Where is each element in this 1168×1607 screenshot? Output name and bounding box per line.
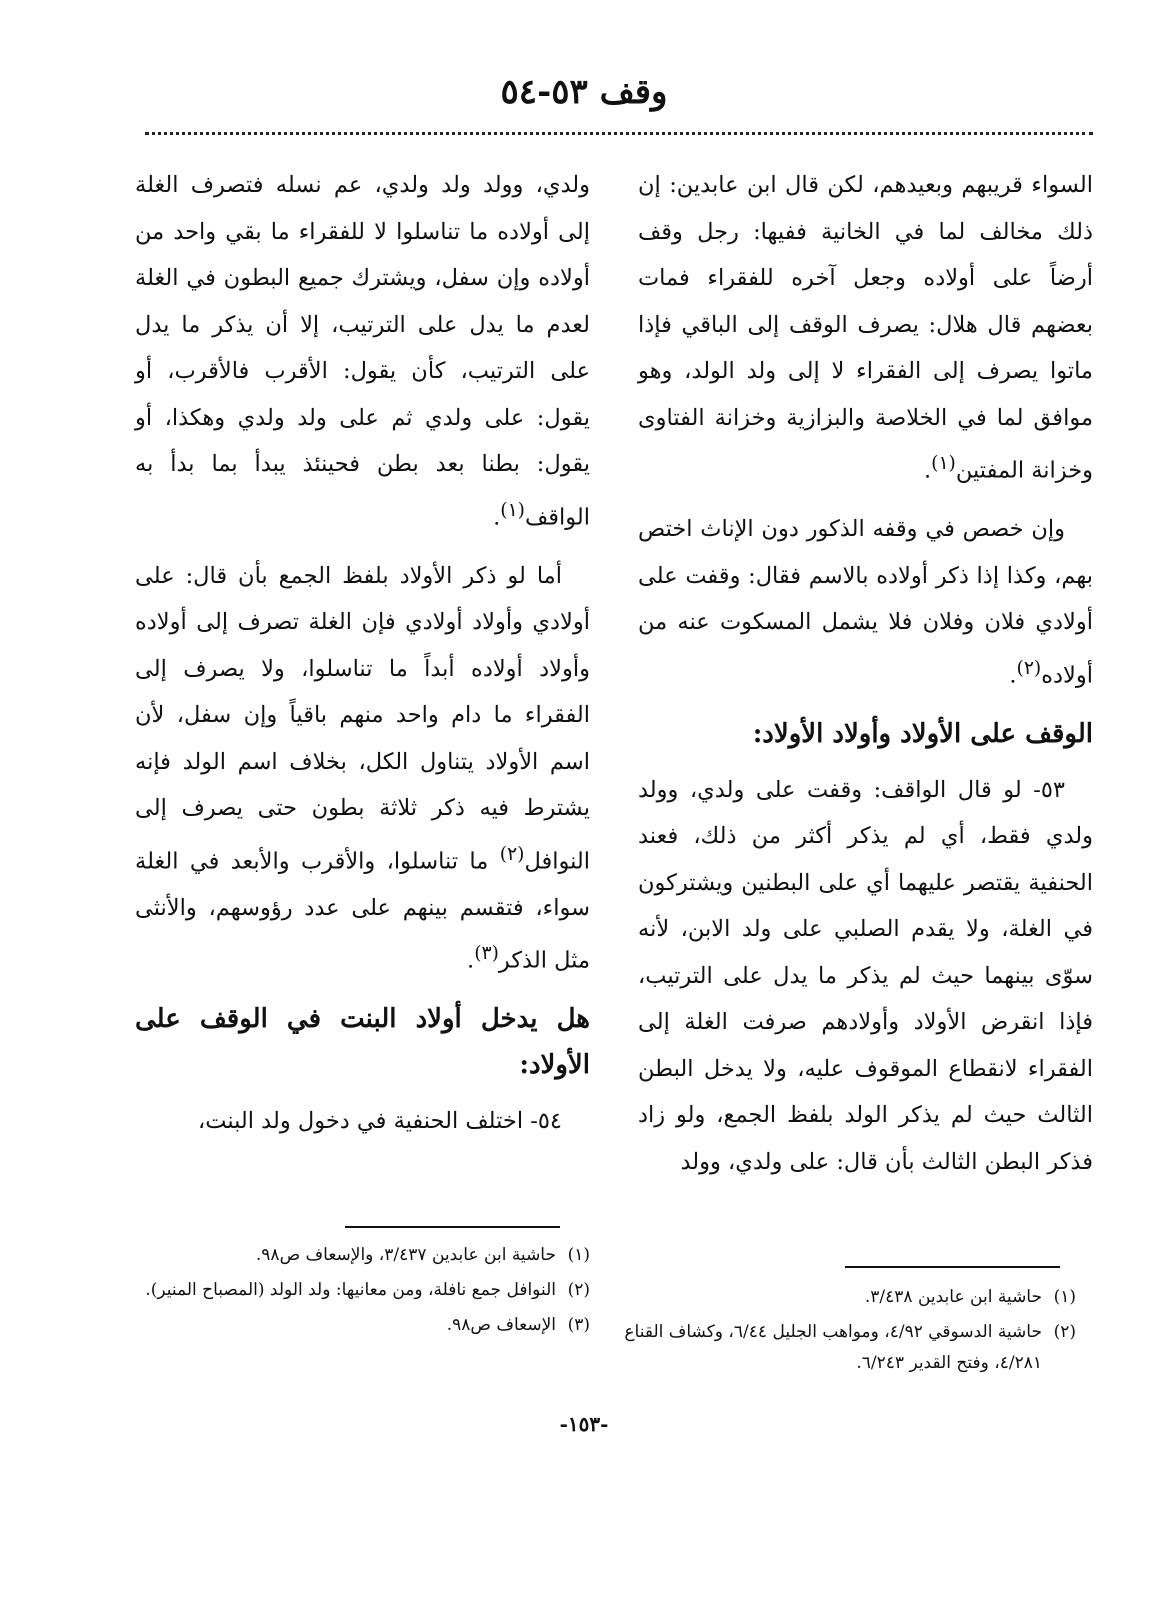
footnote-ref: (١) <box>931 453 956 474</box>
paragraph: ٥٤- اختلف الحنفية في دخول ولد البنت، <box>197 1108 562 1134</box>
footnote-ref: (٢) <box>1016 657 1042 679</box>
footnote: (١)حاشية ابن عابدين ٣/٤٣٨. <box>864 1287 1076 1307</box>
section-heading: الوقف على الأولاد وأولاد الأولاد: <box>752 718 1093 749</box>
dotted-divider <box>145 132 1093 135</box>
footnote: (٢)النوافل جمع نافلة، ومن معانيها: ولد الولد (المصباح المنير). <box>145 1280 590 1300</box>
page-title: وقف ٥٣-٥٤ <box>500 72 668 112</box>
section-heading: هل يدخل أولاد البنت في الوقف على الأولاد: <box>135 1004 590 1080</box>
paragraph: وإن خصص في وقفه الذكور دون الإناث اختص بهم، وكذا إذا ذكر أولاده بالاسم فقال: وقفت على أولادي فلان وفلان فلا يشمل المسكوت عنه من أولاده$^{(٢)}$. <box>638 516 1093 688</box>
footnote-ref: (١) <box>500 499 525 521</box>
footnotes-left <box>135 1240 590 1345</box>
footnote-divider <box>845 1266 1060 1268</box>
footnote: (٢)حاشية الدسوقي ٤/٩٢، ومواهب الجليل ٦/٤٤، وكشاف القناع ٤/٢٨١، وفتح القدير ٦/٢٤٣. <box>624 1322 1076 1373</box>
footnote: (١)حاشية ابن عابدين ٣/٤٣٧، والإسعاف ص٩٨. <box>255 1245 590 1265</box>
footnote: (٣)الإسعاف ص٩٨. <box>446 1315 590 1335</box>
footnote-ref: (٣) <box>474 943 499 964</box>
footnotes-right <box>621 1282 1076 1383</box>
paragraph: ٥٣- لو قال الواقف: وقفت على ولدي، وولد ولدي فقط، أي لم يذكر أكثر من ذلك، فعند الحنفية يقتصر عليهما أي على البطنين ويشتركون في الغلة، ولا يقدم الصلبي على ولد الابن، لأنه سوّى بينهما حيث لم يذكر ما يدل على الترتيب، فإذا انقرض الأولاد وأولادهم صرفت الغلة إلى الفقراء لانقطاع الموقوف عليه، ولا يدخل البطن الثالث حيث لم يذكر الولد بلفظ الجمع، ولو زاد فذكر البطن الثالث بأن قال: على ولدي، وولد <box>638 776 1093 1175</box>
footnote-divider <box>345 1226 560 1228</box>
left-column <box>135 162 590 1157</box>
footnote-ref: (٢) <box>499 843 525 865</box>
paragraph: السواء قريبهم وبعيدهم، لكن قال ابن عابدين: إن ذلك مخالف لما في الخانية ففيها: رجل وقف أرضاً على أولاده وجعل آخره للفقراء فمات بعضهم قال هلال: يصرف الوقف إلى الباقي فإذا ماتوا يصرف إلى الفقراء لا إلى ولد الولد، وهو موافق لما في الخلاصة والبزازية وخزانة الفتاوى وخزانة المفتين$^{(١)}$. <box>638 172 1093 484</box>
page-number: -١٥٣- <box>559 1412 609 1436</box>
paragraph: أما لو ذكر الأولاد بلفظ الجمع بأن قال: على أولادي وأولاد أولادي فإن الغلة تصرف إلى أولاده وأولاد أولاده أبداً ما تناسلوا، ولا يصرف إلى الفقراء ما دام واحد منهم باقياً وإن سفل، لأن اسم الأولاد يتناول الكل، بخلاف اسم الولد فإنه يشترط فيه ذكر ثلاثة بطون حتى يصرف إلى النوافل$^{(٢)}$ ما تناسلوا، والأقرب والأبعد في الغلة سواء، فتقسم بينهم على عدد رؤوسهم، والأنثى مثل الذكر$^{(٣)}$. <box>135 562 591 974</box>
paragraph: ولدي، وولد ولد ولدي، عم نسله فتصرف الغلة إلى أولاده ما تناسلوا لا للفقراء ما بقي واحد من أولاده وإن سفل، ويشترك جميع البطون في الغلة لعدم ما يدل على الترتيب، إلا أن يذكر ما يدل على الترتيب، كأن يقول: الأقرب فالأقرب، أو يقول: على ولدي ثم على ولد ولدي وهكذا، أو يقول: بطنا بعد بطن فحينئذ يبدأ بما بدأ به الواقف$^{(١)}$. <box>135 172 590 530</box>
right-column <box>638 162 1093 1197</box>
